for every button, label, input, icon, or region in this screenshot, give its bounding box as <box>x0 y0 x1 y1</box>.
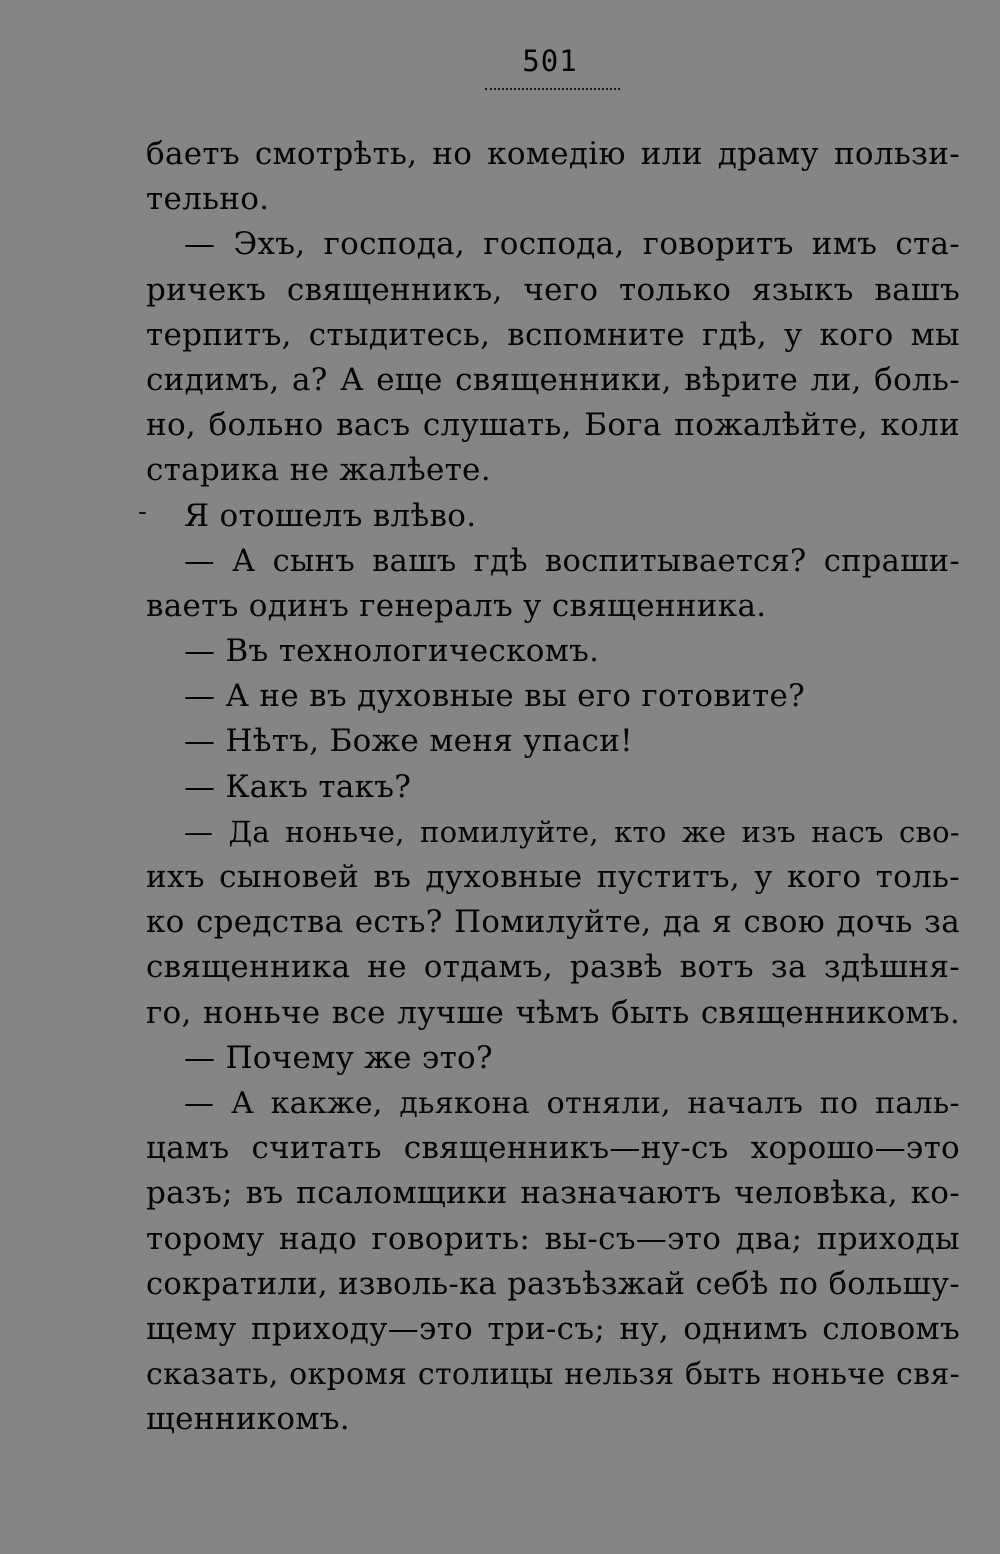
text-line: священника не отдамъ, развѣ вотъ за здѣшня- <box>146 949 960 986</box>
text-line: сократили, изволь-ка разъѣзжай себѣ по большу- <box>146 1266 960 1302</box>
text-line: торому надо говорить: вы-съ—это два; приходы <box>146 1220 960 1257</box>
text-line: ричекъ священникъ, чего только языкъ вашъ <box>146 271 960 308</box>
text-line: цамъ считать священникъ—ну-съ хорошо—это <box>146 1130 960 1167</box>
text-line: — А какже, дьякона отняли, началъ по паль- <box>184 1085 960 1121</box>
body-text <box>146 132 960 1442</box>
text-line: сидимъ, а? А еще священники, вѣрите ли, боль- <box>146 361 960 398</box>
text-line: — А не въ духовные вы его готовите? <box>184 678 806 715</box>
text-line: старика не жалѣете. <box>146 452 491 489</box>
text-line: разъ; въ псаломщики назначаютъ человѣка, ко- <box>146 1175 960 1212</box>
page-number-rule <box>485 88 620 90</box>
text-line: сказать, окромя столицы нельзя быть ноньче свя- <box>146 1357 960 1393</box>
text-line: — Нѣтъ, Боже меня упаси! <box>184 723 633 760</box>
text-line: — Почему же это? <box>184 1039 493 1076</box>
text-line: го, ноньче все лучше чѣмъ быть священникомъ. <box>146 994 960 1031</box>
text-line: — А сынъ вашъ гдѣ воспитывается? спраши- <box>184 543 960 579</box>
text-line: ваетъ одинъ генералъ у священника. <box>146 587 767 624</box>
text-line: — Эхъ, господа, господа, говоритъ имъ ста- <box>184 226 960 263</box>
text-line: — Какъ такъ? <box>184 768 412 805</box>
text-line: ихъ сыновей въ духовные пуститъ, у кого толь- <box>146 859 960 895</box>
text-line: баетъ смотрѣть, но комедію или драму пользи- <box>146 136 960 172</box>
text-line: — Въ технологическомъ. <box>184 633 600 670</box>
text-line: щему приходу—это три-съ; ну, однимъ словомъ <box>146 1310 960 1347</box>
text-line: тельно. <box>146 181 270 218</box>
text-line: терпитъ, стыдитесь, вспомните гдѣ, у кого мы <box>146 316 960 353</box>
text-line: ко средства есть? Помилуйте, да я свою дочь за <box>146 904 960 941</box>
page-number: 501 <box>522 44 578 78</box>
text-line: Я отошелъ влѣво. <box>184 497 477 534</box>
margin-mark: - <box>138 497 147 527</box>
text-line: но, больно васъ слушать, Бога пожалѣйте, коли <box>146 407 960 444</box>
text-line: щенникомъ. <box>146 1401 350 1438</box>
text-line: — Да ноньче, помилуйте, кто же изъ насъ сво- <box>184 814 960 849</box>
